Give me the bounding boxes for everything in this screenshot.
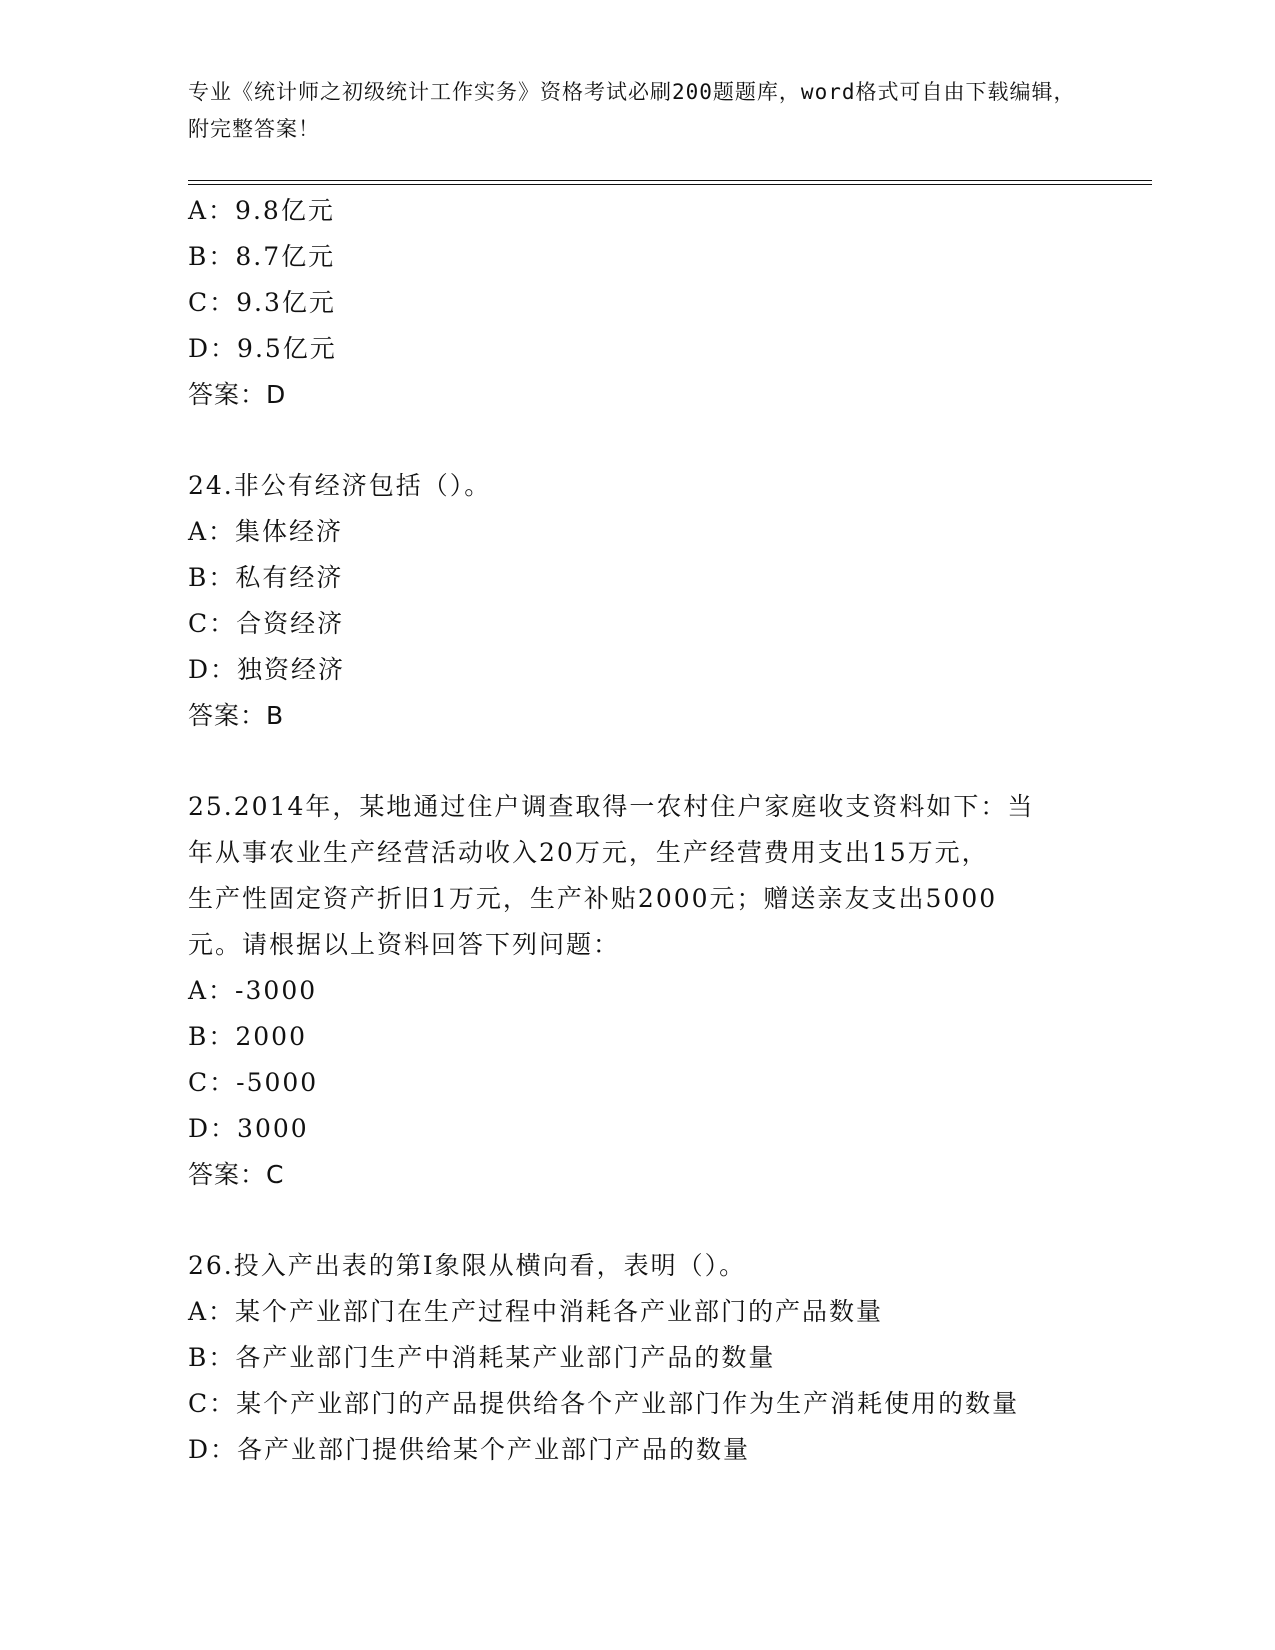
option-c: C：某个产业部门的产品提供给各个产业部门作为生产消耗使用的数量: [188, 1389, 1020, 1418]
option-a: A：集体经济: [188, 517, 344, 546]
header-note: 专业《统计师之初级统计工作实务》资格考试必刷200题题库，word格式可自由下载编辑，附完整答案！: [188, 80, 1076, 141]
option-a: A：某个产业部门在生产过程中消耗各产业部门的产品数量: [188, 1297, 884, 1326]
question-list: [188, 188, 1088, 1473]
option-d: D：独资经济: [188, 655, 346, 684]
answer-line: 答案：B: [188, 701, 285, 730]
question-stem-line-2: 年从事农业生产经营活动收入20万元，生产经营费用支出15万元，: [188, 838, 989, 867]
question-gap: [188, 739, 1088, 784]
question-23-continued: [188, 188, 1088, 418]
option-d: D：9.5亿元: [188, 334, 337, 363]
option-c: C：-5000: [188, 1068, 319, 1097]
option-a: A：-3000: [188, 976, 318, 1005]
question-stem: 26.投入产出表的第Ⅰ象限从横向看，表明（）。: [188, 1251, 747, 1280]
question-24: [188, 463, 1088, 739]
option-b: B：私有经济: [188, 563, 344, 592]
question-stem-line-1: 25.2014年，某地通过住户调查取得一农村住户家庭收支资料如下：当: [188, 792, 1035, 821]
question-26: [188, 1243, 1088, 1473]
option-d: D：各产业部门提供给某个产业部门产品的数量: [188, 1435, 751, 1464]
option-b: B：2000: [188, 1022, 307, 1051]
question-25: [188, 784, 1088, 1198]
header-divider: [188, 180, 1152, 185]
question-gap: [188, 418, 1088, 463]
answer-line: 答案：D: [188, 380, 287, 409]
question-stem-line-3: 生产性固定资产折旧1万元，生产补贴2000元；赠送亲友支出5000: [188, 884, 998, 913]
option-c: C：合资经济: [188, 609, 345, 638]
option-b: B：8.7亿元: [188, 242, 336, 271]
option-b: B：各产业部门生产中消耗某产业部门产品的数量: [188, 1343, 776, 1372]
question-stem-line-4: 元。请根据以上资料回答下列问题：: [188, 930, 621, 959]
option-a: A：9.8亿元: [188, 196, 335, 225]
question-stem: 24.非公有经济包括（）。: [188, 471, 492, 500]
answer-line: 答案：C: [188, 1160, 285, 1189]
option-d: D：3000: [188, 1114, 309, 1143]
option-c: C：9.3亿元: [188, 288, 336, 317]
question-gap: [188, 1198, 1088, 1243]
